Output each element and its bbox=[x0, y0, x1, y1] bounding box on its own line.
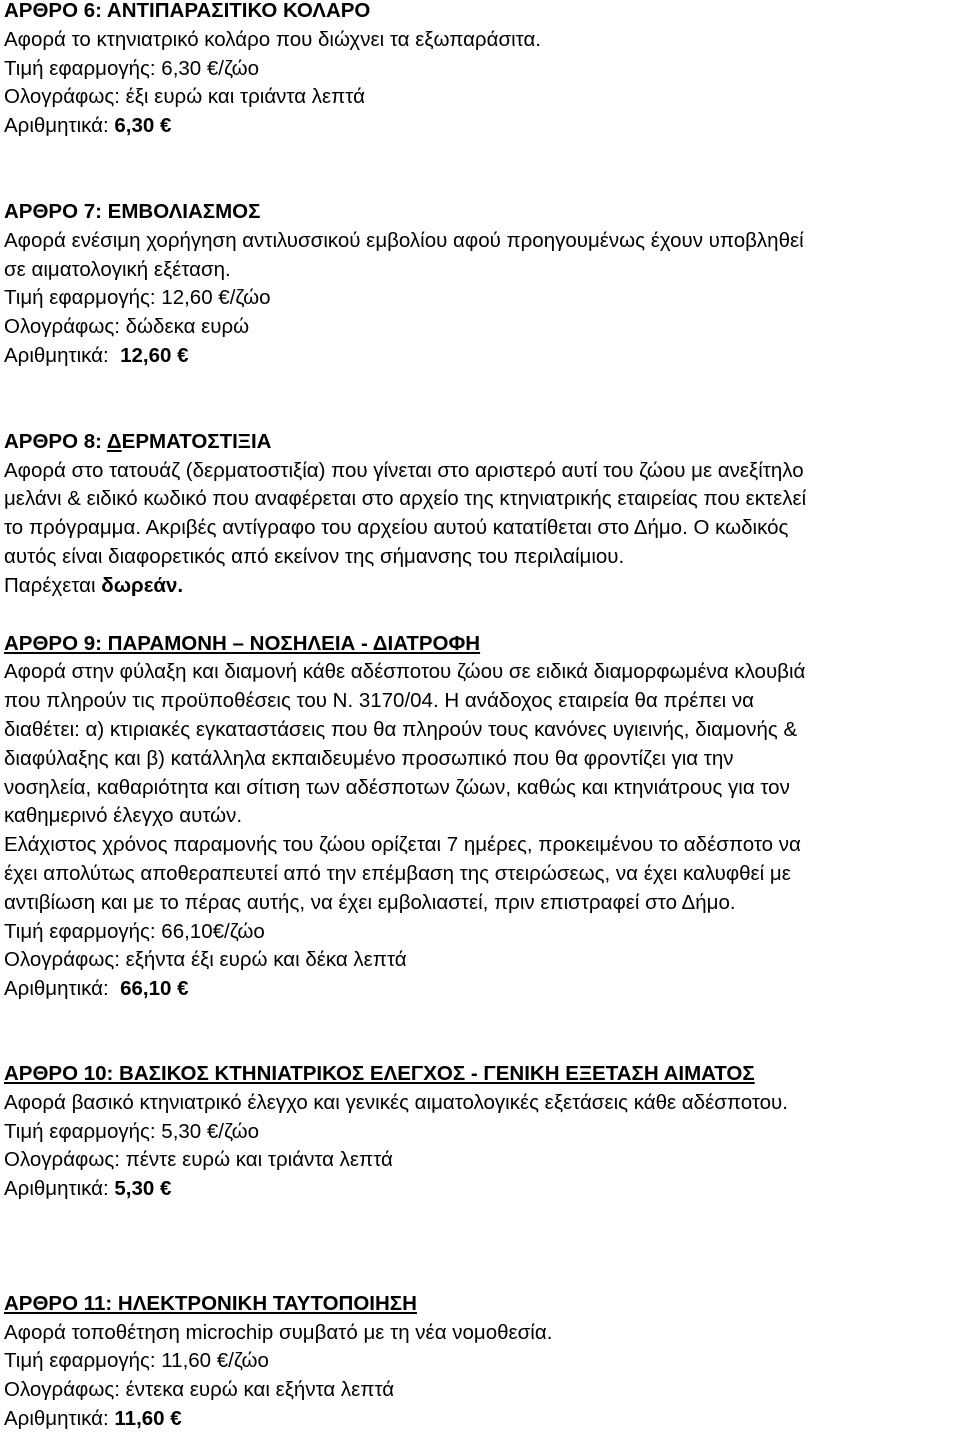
article-7 bbox=[4, 198, 956, 371]
amount-in-words-line: Ολογράφως: εξήντα έξι ευρώ και δέκα λεπτά bbox=[4, 948, 407, 972]
article-9 bbox=[4, 630, 956, 1004]
description-line: Αφορά ενέσιμη χορήγηση αντιλυσσικού εμβολίου αφού προηγουμένως έχουν υποβληθεί bbox=[4, 228, 804, 252]
article-8 bbox=[4, 428, 956, 601]
heading-underlined-letter: Δ bbox=[106, 429, 122, 453]
description-line: που πληρούν τις προϋποθέσεις του Ν. 3170/04. Η ανάδοχος εταιρεία θα πρέπει να bbox=[4, 689, 755, 713]
amount-in-numbers-line bbox=[4, 975, 956, 1004]
amount-in-numbers-line bbox=[4, 342, 956, 371]
free-prefix: Παρέχεται bbox=[4, 573, 102, 597]
amount-in-words-line: Ολογράφως: δώδεκα ευρώ bbox=[4, 315, 250, 339]
description-line: νοσηλεία, καθαριότητα και σίτιση των αδέσποτων ζώων, καθώς και κτηνιάτρους για τον bbox=[4, 775, 790, 799]
description-line: Αφορά στην φύλαξη και διαμονή κάθε αδέσποτου ζώου σε ειδικά διαμορφωμένα κλουβιά bbox=[4, 660, 806, 684]
description-line: μελάνι & ειδικό κωδικό που αναφέρεται στο αρχείο της κτηνιατρικής εταιρείας που εκτελεί bbox=[4, 487, 807, 511]
description-line: διαθέτει: α) κτιριακές εγκαταστάσεις που θα πληρούν τους κανόνες υγιεινής, διαμονής & bbox=[4, 717, 798, 741]
amount-in-numbers-line bbox=[4, 1405, 956, 1434]
heading-prefix: ΑΡΘΡΟ 8: bbox=[4, 429, 107, 453]
amount-label: Αριθμητικά: bbox=[4, 114, 109, 138]
article-heading: ΑΡΘΡΟ 7: ΕΜΒΟΛΙΑΣΜΟΣ bbox=[4, 199, 261, 223]
article-11 bbox=[4, 1290, 956, 1434]
amount-in-words-line: Ολογράφως: πέντε ευρώ και τριάντα λεπτά bbox=[4, 1148, 393, 1172]
heading-rest: ΕΡΜΑΤΟΣΤΙΞΙΑ bbox=[121, 429, 272, 453]
article-heading: ΑΡΘΡΟ 10: ΒΑΣΙΚΟΣ ΚΤΗΝΙΑΤΡΙΚΟΣ ΕΛΕΓΧΟΣ - ΓΕΝΙΚΗ ΕΞΕΤΑΣΗ ΑΙΜΑΤΟΣ bbox=[4, 1061, 755, 1085]
description-line: αντιβίωση και με το πέρας αυτής, να έχει εμβολιαστεί, πριν επιστραφεί στο Δήμο. bbox=[4, 890, 736, 914]
description-line: διαφύλαξης και β) κατάλληλα εκπαιδευμένο προσωπικό που θα φροντίζει για την bbox=[4, 746, 734, 770]
amount-label: Αριθμητικά: bbox=[4, 977, 109, 1001]
description-line: καθημερινό έλεγχο αυτών. bbox=[4, 804, 243, 828]
description-line: Ελάχιστος χρόνος παραμονής του ζώου ορίζεται 7 ημέρες, προκειμένου το αδέσποτο να bbox=[4, 833, 801, 857]
amount-in-words-line: Ολογράφως: έντεκα ευρώ και εξήντα λεπτά bbox=[4, 1378, 395, 1402]
price-line: Τιμή εφαρμογής: 12,60 €/ζώο bbox=[4, 286, 271, 310]
description-line: αυτός είναι διαφορετικός από εκείνον της σήμανσης του περιλαίμιου. bbox=[4, 544, 625, 568]
amount-label: Αριθμητικά: bbox=[4, 343, 109, 367]
description-line: Αφορά βασικό κτηνιατρικό έλεγχο και γενικές αιματολογικές εξετάσεις κάθε αδέσποτου. bbox=[4, 1090, 788, 1114]
description-line: Αφορά στο τατουάζ (δερματοστιξία) που γίνεται στο αριστερό αυτί του ζώου με ανεξίτηλο bbox=[4, 458, 804, 482]
description-line: έχει απολύτως αποθεραπευτεί από την επέμβαση της στειρώσεως, να έχει καλυφθεί με bbox=[4, 861, 791, 885]
description-line: Αφορά τοποθέτηση microchip συμβατό με τη νέα νομοθεσία. bbox=[4, 1320, 553, 1344]
article-heading: ΑΡΘΡΟ 6: ΑΝΤΙΠΑΡΑΣΙΤΙΚΟ ΚΟΛΑΡΟ bbox=[4, 0, 371, 22]
amount-value: 12,60 € bbox=[120, 343, 189, 367]
free-value: δωρεάν. bbox=[101, 573, 184, 597]
amount-label: Αριθμητικά: bbox=[4, 1177, 109, 1201]
amount-in-words-line: Ολογράφως: έξι ευρώ και τριάντα λεπτά bbox=[4, 85, 365, 109]
article-10 bbox=[4, 1060, 956, 1204]
article-heading bbox=[4, 428, 956, 457]
price-line: Τιμή εφαρμογής: 6,30 €/ζώο bbox=[4, 56, 260, 80]
article-heading: ΑΡΘΡΟ 11: ΗΛΕΚΤΡΟΝΙΚΗ ΤΑΥΤΟΠΟΙΗΣΗ bbox=[4, 1291, 417, 1315]
price-line: Τιμή εφαρμογής: 11,60 €/ζώο bbox=[4, 1349, 269, 1373]
document-page bbox=[4, 0, 956, 1434]
amount-value: 5,30 € bbox=[114, 1177, 172, 1201]
description-line: το πρόγραμμα. Ακριβές αντίγραφο του αρχείου αυτού κατατίθεται στο Δήμο. Ο κωδικός bbox=[4, 516, 789, 540]
amount-value: 11,60 € bbox=[114, 1407, 182, 1431]
amount-in-numbers-line bbox=[4, 1175, 956, 1204]
price-line: Τιμή εφαρμογής: 5,30 €/ζώο bbox=[4, 1119, 260, 1143]
amount-label: Αριθμητικά: bbox=[4, 1407, 109, 1431]
article-6 bbox=[4, 0, 956, 141]
amount-value: 66,10 € bbox=[120, 977, 189, 1001]
amount-in-numbers-line bbox=[4, 112, 956, 141]
price-line: Τιμή εφαρμογής: 66,10€/ζώο bbox=[4, 919, 265, 943]
free-of-charge-line bbox=[4, 572, 956, 601]
article-heading: ΑΡΘΡΟ 9: ΠΑΡΑΜΟΝΗ – ΝΟΣΗΛΕΙΑ - ΔΙΑΤΡΟΦΗ bbox=[4, 631, 481, 655]
description-line: σε αιματολογική εξέταση. bbox=[4, 257, 231, 281]
description-line: Αφορά το κτηνιατρικό κολάρο που διώχνει τα εξωπαράσιτα. bbox=[4, 27, 542, 51]
amount-value: 6,30 € bbox=[114, 114, 172, 138]
